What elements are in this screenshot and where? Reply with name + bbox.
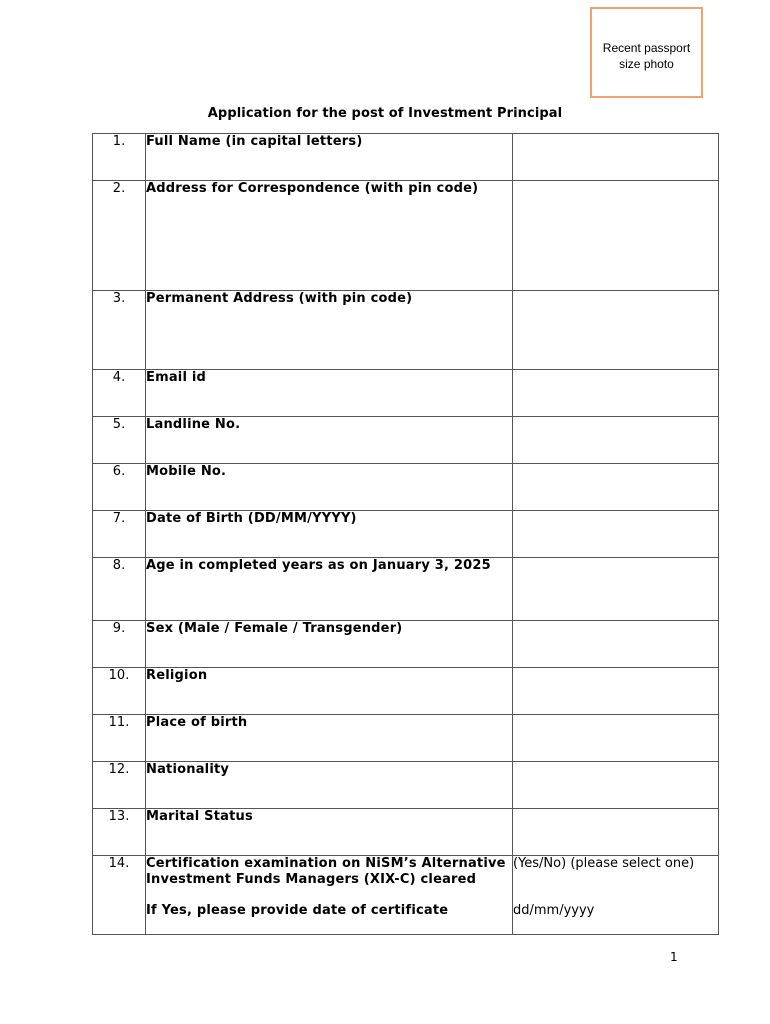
field-label xyxy=(146,856,513,935)
age-field[interactable] xyxy=(513,558,719,621)
form-row xyxy=(93,809,719,856)
application-form-table xyxy=(92,133,719,935)
form-row xyxy=(93,668,719,715)
row-number: 3. xyxy=(93,291,146,370)
mobile-field[interactable] xyxy=(513,464,719,511)
passport-photo-box xyxy=(590,7,703,98)
form-row xyxy=(93,134,719,181)
certificate-date-field[interactable]: dd/mm/yyyy xyxy=(513,903,595,918)
field-label: Landline No. xyxy=(146,417,513,464)
form-row xyxy=(93,621,719,668)
full-name-field[interactable] xyxy=(513,134,719,181)
form-row xyxy=(93,558,719,621)
place-of-birth-field[interactable] xyxy=(513,715,719,762)
field-label: Mobile No. xyxy=(146,464,513,511)
email-field[interactable] xyxy=(513,370,719,417)
form-row xyxy=(93,856,719,935)
row-number: 14. xyxy=(93,856,146,935)
page-number: 1 xyxy=(670,950,678,964)
row-number: 8. xyxy=(93,558,146,621)
permanent-address-field[interactable] xyxy=(513,291,719,370)
field-label: Religion xyxy=(146,668,513,715)
form-row xyxy=(93,291,719,370)
row-number: 10. xyxy=(93,668,146,715)
certificate-date-question: If Yes, please provide date of certificate xyxy=(146,903,449,918)
yes-no-prompt[interactable]: (Yes/No) (please select one) xyxy=(513,856,695,871)
religion-field[interactable] xyxy=(513,668,719,715)
certification-question: Certification examination on NiSM’s Alternative Investment Funds Managers (XIX-C) cleared xyxy=(146,856,506,887)
field-label: Sex (Male / Female / Transgender) xyxy=(146,621,513,668)
form-row xyxy=(93,511,719,558)
form-row xyxy=(93,715,719,762)
field-label: Place of birth xyxy=(146,715,513,762)
form-row xyxy=(93,181,719,291)
field-label: Age in completed years as on January 3, 2025 xyxy=(146,558,513,621)
form-row xyxy=(93,417,719,464)
form-row xyxy=(93,464,719,511)
correspondence-address-field[interactable] xyxy=(513,181,719,291)
form-row xyxy=(93,370,719,417)
row-number: 1. xyxy=(93,134,146,181)
row-number: 4. xyxy=(93,370,146,417)
field-label: Marital Status xyxy=(146,809,513,856)
field-label: Full Name (in capital letters) xyxy=(146,134,513,181)
row-number: 12. xyxy=(93,762,146,809)
row-number: 11. xyxy=(93,715,146,762)
row-number: 6. xyxy=(93,464,146,511)
row-number: 9. xyxy=(93,621,146,668)
field-label: Nationality xyxy=(146,762,513,809)
row-number: 13. xyxy=(93,809,146,856)
row-number: 7. xyxy=(93,511,146,558)
sex-field[interactable] xyxy=(513,621,719,668)
form-row xyxy=(93,762,719,809)
row-number: 5. xyxy=(93,417,146,464)
row-number: 2. xyxy=(93,181,146,291)
landline-field[interactable] xyxy=(513,417,719,464)
field-label: Date of Birth (DD/MM/YYYY) xyxy=(146,511,513,558)
field-label: Email id xyxy=(146,370,513,417)
page-title: Application for the post of Investment Principal xyxy=(207,106,563,121)
certification-field[interactable] xyxy=(513,856,719,935)
nationality-field[interactable] xyxy=(513,762,719,809)
marital-status-field[interactable] xyxy=(513,809,719,856)
field-label: Permanent Address (with pin code) xyxy=(146,291,513,370)
passport-photo-label: Recent passport size photo xyxy=(602,41,691,71)
field-label: Address for Correspondence (with pin code) xyxy=(146,181,513,291)
date-of-birth-field[interactable] xyxy=(513,511,719,558)
